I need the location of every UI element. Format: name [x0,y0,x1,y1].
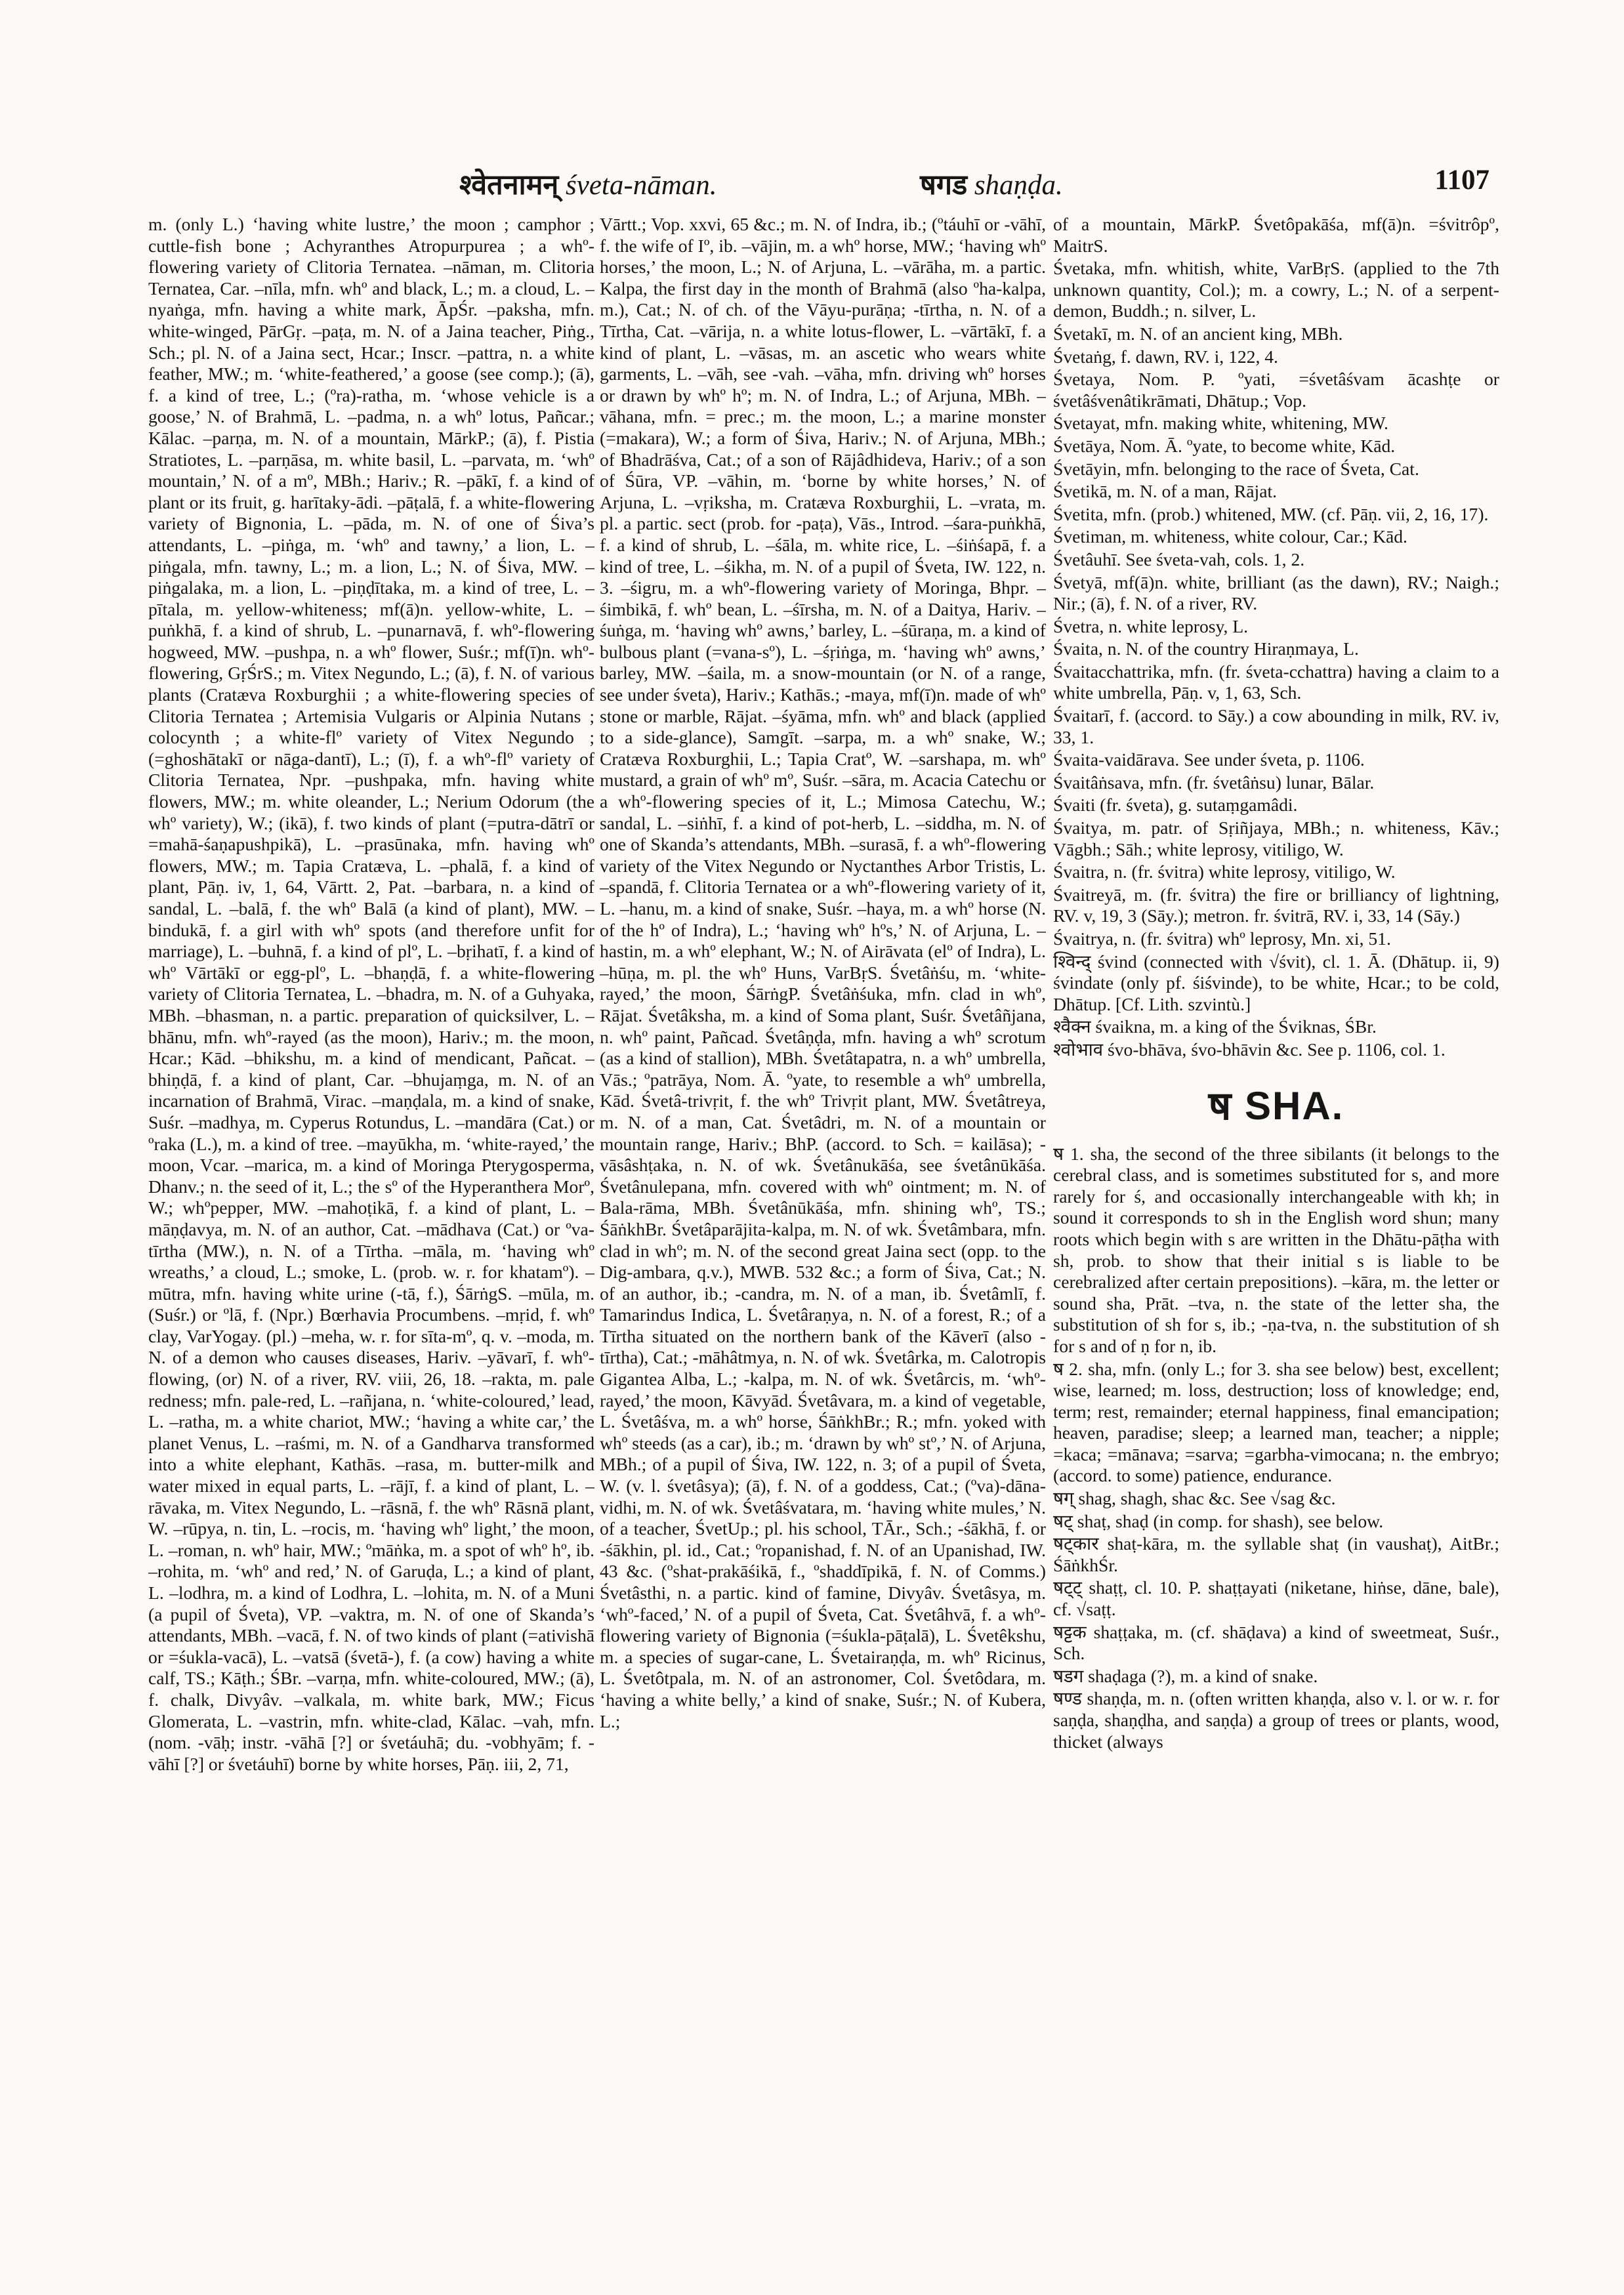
header-mid-devanagari: षगड [920,169,968,201]
section-heading-sha [1053,1083,1499,1129]
entry: षट्ट् shaṭṭ, cl. 10. P. shaṭṭayati (niketane, hiṅse, dāne, bale), cf. √saṭṭ. [1053,1577,1499,1620]
entry: Śvaitacchattrika, mfn. (fr. śveta-cchattra) having a claim to a white umbrella, Pāṇ. v, 1, 63, Sch. [1053,661,1499,703]
entry: षग् shag, shagh, shac &c. See √sag &c. [1053,1488,1336,1509]
page-number: 1107 [1434,165,1489,196]
entry: Śvetiman, m. whiteness, white colour, Car.; Kād. [1053,526,1407,547]
entry: श्वैक्न śvaikna, m. a king of the Śviknas, ŚBr. [1053,1016,1377,1037]
entry: Śvaitya, m. patr. of Sṛiñjaya, MBh.; n. whiteness, Kāv.; Vāgbh.; Sāh.; white leprosy, vitiligo, W. [1053,817,1499,859]
entry: Śvaitâṅsava, mfn. (fr. śvetâṅsu) lunar, Bālar. [1053,772,1375,793]
column-3 [1053,213,1499,2292]
page-header [0,164,1624,217]
entry: Śvaita-vaidārava. See under śveta, p. 1106. [1053,749,1365,770]
entry: Śvetayat, mfn. making white, whitening, MW. [1053,413,1388,434]
entry: षट् shaṭ, shaḍ (in comp. for shash), see below. [1053,1510,1384,1531]
section-devanagari: ष [1208,1083,1233,1129]
header-right-headword [920,164,1063,203]
entry: श्वोभाव śvo-bhāva, śvo-bhāvin &c. See p. 1106, col. 1. [1053,1039,1446,1060]
entry: Śvetakī, m. N. of an ancient king, MBh. [1053,323,1343,344]
entry: षडग shaḍaga (?), m. a kind of snake. [1053,1665,1318,1686]
entry: षट्टक shaṭṭaka, m. (cf. shāḍava) a kind of sweetmeat, Suśr., Sch. [1053,1621,1499,1664]
entry: Śvetita, mfn. (prob.) whitened, MW. (cf. Pāṇ. vii, 2, 16, 17). [1053,503,1489,524]
entry: Vārtt.; Vop. xxvi, 65 &c.; m. N. of Indra, ib.; (ºtáuhī or -vāhī, f. the wife of Iº, ib. –vājin, m. a whº horse, MW.; ‘having whº horses,’ the moon, L.; N. of Arjuna, L. –vārāha, m. a partic. Kalpa, the first day in the month of Brahmā (also ºha-kalpa, m.), Cat.; N. of ch. of the Vāyu-purāṇa; -tīrtha, n. N. of a Tīrtha, Cat. –vārija, n. a white lotus-flower, L. –vārtākī, f. a kind of plant, L. –vāsas, m. an ascetic who wears white garments, L. –vāh, see -vah. –vāha, mfn. driving whº horses or drawn by whº hº; m. N. of Indra, L.; of Arjuna, MBh. –vāhana, mfn. = prec.; m. the moon, L.; a marine monster (=makara), W.; a form of Śiva, Hariv.; N. of Arjuna, MBh.; of Bhadrāśva, Cat.; of a son of Rājâdhideva, Hariv.; of a son of Śūra, VP. –vāhin, m. ‘borne by white horses,’ N. of Arjuna, L. –vṛiksha, m. Cratæva Roxburghii, L. –vrata, m. pl. a partic. sect (prob. for -paṭa), Vās., Introd. –śara-puṅkhā, f. a kind of shrub, L. –śāla, m. white rice, L. –śiṅśapā, f. a kind of tree, L. –śikha, m. N. of a pupil of Śveta, IW. 122, n. 3. –śigru, m. a whº-flowering variety of Moringa, Bhpr. –śimbikā, f. whº bean, L. –śīrsha, m. N. of a Daitya, Hariv. –śuṅga, m. ‘having whº awns,’ barley, L. –śūraṇa, m. a kind of bulbous plant (=vana-sº), L. –śṛiṅga, m. ‘having whº awns,’ barley, MW. –śaila, m. a snow-mountain (or N. of a range, see under śveta), Hariv.; Kathās.; -maya, mf(ī)n. made of whº stone or marble, Rājat. –śyāma, mfn. whº and black (applied to a side-glance), Samgīt. –sarpa, m. a whº snake, W.; Cratæva Roxburghii, L.; Tapia Cratº, W. –sarshapa, m. whº mustard, a grain of whº mº, Suśr. –sāra, m. Acacia Catechu or a whº-flowering species of it, L.; Mimosa Catechu, W.; sandal, L. –siṅhī, f. a kind of pot-herb, L. –siddha, m. N. of one of Skanda’s attendants, MBh. –surasā, f. a whº-flowering variety of the Vitex Negundo or Nyctanthes Arbor Tristis, L. –spandā, f. Clitoria Ternatea or a whº-flowering variety of it, L. –hanu, m. a kind of snake, Suśr. –haya, m. a whº horse (N. of the hº of Indra), L.; ‘having whº hºs,’ N. of Arjuna, L. –hastin, m. a whº elephant, W.; N. of Airāvata (elº of Indra), L. –hūṇa, m. pl. the whº Huns, VarBṛS. Śvetâṅśu, m. ‘white-rayed,’ the moon, ŚārṅgP. Śvetâṅśuka, mfn. clad in whº, Rājat. Śvetâksha, m. a kind of Soma plant, Suśr. Śvetâñjana, n. whº paint, Pañcad. Śvetâṇḍa, mfn. having a whº scrotum (as a kind of stallion), MBh. Śvetâtapatra, n. a whº umbrella, Vās.; ºpatrāya, Nom. Ā. ºyate, to resemble a whº umbrella, Kād. Śvetâ-trivṛit, f. the whº Trivṛit plant, MW. Śvetâtreya, m. N. of a man, Cat. Śvetâdri, m. N. of a mountain or mountain range, Hariv.; BhP. (accord. to Sch. = kailāsa); -vāsâshṭaka, n. N. of wk. Śvetânukāśa, see śvetânūkāśa. Śvetânulepana, mfn. covered with whº ointment; m. N. of Bala-rāma, MBh. Śvetânūkāśa, mfn. shining whº, TS.; ŚāṅkhBr. Śvetâparājita-kalpa, m. N. of wk. Śvetâmbara, mfn. clad in whº; m. N. of the second great Jaina sect (opp. to the Dig-ambara, q.v.), MWB. 532 &c.; a form of Śiva, Cat.; N. of an author, ib.; -candra, m. N. of a man, ib. Śvetâmlī, f. Tamarindus Indica, L. Śvetâraṇya, n. N. of a forest, R.; of a Tīrtha situated on the northern bank of the Kāverī (also -tīrtha), Cat.; -māhâtmya, n. N. of wk. Śvetârka, m. Calotropis Gigantea Alba, L.; -kalpa, m. N. of wk. Śvetârcis, m. ‘whº-rayed,’ the moon, Kāvyād. Śvetâvara, m. a kind of vegetable, L. Śvetâśva, m. a whº horse, ŚāṅkhBr.; R.; mfn. yoked with whº steeds (as a car), ib.; m. ‘drawn by whº stº,’ N. of Arjuna, MBh.; of a pupil of Śiva, IW. 122, n. 3; of a pupil of Śveta, W. (v. l. śvetâsya); (ā), f. N. of a goddess, Cat.; (ºva)-dāna-vidhi, m. N. of wk. Śvetâśvatara, m. ‘having white mules,’ N. of a teacher, ŚvetUp.; pl. his school, TĀr., Sch.; -śākhā, f. or -śākhin, pl. id., Cat.; ºropanishad, f. N. of an Upanishad, IW. 43 &c. (ºshat-prakāśikā, f., ºshaddīpikā, f. N. of Comms.) Śvetâsthi, n. a partic. kind of famine, Divyâv. Śvetâsya, m. ‘whº-faced,’ N. of a pupil of Śveta, Cat. Śvetâhvā, f. a whº-flowering variety of Bignonia (=śukla-pāṭalā), L. Śvetêkshu, m. a species of sugar-cane, L. Śvetairaṇḍa, m. whº Ricinus, L. Śvetôtpala, m. N. of an astronomer, Col. Śvetôdara, m. ‘having a white belly,’ a kind of snake, Suśr.; N. of Kubera, L.; [600,214,1046,1731]
entry: Śvetyā, mf(ā)n. white, brilliant (as the dawn), RV.; Naigh.; Nir.; (ā), f. N. of a river, RV. [1053,571,1499,614]
entry: Śvetaṅg, f. dawn, RV. i, 122, 4. [1053,346,1278,367]
column-1 [148,213,594,2292]
header-left-devanagari: श्वेतनामन् [459,169,559,201]
entry: Śvetāyin, mfn. belonging to the race of Śveta, Cat. [1053,458,1419,479]
entry: Śvaita, n. N. of the country Hiraṇmaya, L. [1053,638,1359,659]
column-2 [600,213,1046,2292]
entry: Śvetaya, Nom. P. ºyati, =śvetâśvam ācashṭe or śvetâśvenâtikrāmati, Dhātup.; Vop. [1053,369,1499,411]
entry: Śvetaka, mfn. whitish, white, VarBṛS. (applied to the 7th unknown quantity, Col.); m. a cowry, L.; N. of a serpent-demon, Buddh.; n. silver, L. [1053,258,1499,321]
entry: Śvaitarī, f. (accord. to Sāy.) a cow abounding in milk, RV. iv, 33, 1. [1053,705,1499,747]
entry: of a mountain, MārkP. Śvetôpakāśa, mf(ā)n. =śvitrôpº, MaitrS. [1053,214,1499,256]
section-romanized: SHA. [1245,1083,1344,1128]
entry: ष 1. sha, the second of the three sibilants (it belongs to the cerebral class, and is sometimes substituted for s, and more rarely for ś, and occasionally interchangeable with kh; in sound it corresponds to sh in the English word shun; many roots which begin with s are written in the Dhātu-pāṭha with sh, prob. to show that their initial s is liable to be cerebralized after certain prepositions). –kāra, m. the letter or sound sha, Prāt. –tva, n. the state of the letter sha, the substitution of sh for s, ib.; -ṇa-tva, n. the substitution of sh for s and of ṇ for n, ib. [1053,1143,1499,1356]
entry: Śvetâuhī. See śveta-vah, cols. 1, 2. [1053,548,1305,569]
entry: Śvetikā, m. N. of a man, Rājat. [1053,481,1278,502]
entry: m. (only L.) ‘having white lustre,’ the moon ; camphor ; cuttle-fish bone ; Achyranthes Atropurpurea ; a whº-flowering variety of Clitoria Ternatea. –nāman, m. Clitoria Ternatea, Car. –nīla, mfn. whº and black, L.; m. a cloud, L. –nyaṅga, mfn. having a white mark, ĀpŚr. –paksha, mfn. white-winged, PārGṛ. –paṭa, m. N. of a Jaina teacher, Piṅg., Sch.; pl. N. of a Jaina sect, Hcar.; Inscr. –pattra, n. a white feather, MW.; m. ‘white-feathered,’ a goose (see comp.); (ā), f. a kind of tree, L.; (ºra)-ratha, m. ‘whose vehicle is a goose,’ N. of Brahmā, L. –padma, n. a whº lotus, Pañcar.; Kālac. –parṇa, m. N. of a mountain, MārkP.; (ā), f. Pistia Stratiotes, L. –parṇāsa, m. white basil, L. –parvata, m. ‘whº mountain,’ N. of a mº, MBh.; Hariv.; R. –pākī, f. a kind of plant or its fruit, g. harītaky-ādi. –pāṭalā, f. a white-flowering variety of Bignonia, L. –pāda, m. N. of one of Śiva’s attendants, L. –piṅga, m. ‘whº and tawny,’ a lion, L. –piṅgala, mfn. tawny, L.; m. a lion, L.; N. of Śiva, MW. –piṅgalaka, m. a lion, L. –piṇḍītaka, m. a kind of tree, L. –pītala, m. yellow-whiteness; mf(ā)n. yellow-white, L. –puṅkhā, f. a kind of shrub, L. –punarnavā, f. whº-flowering hogweed, MW. –pushpa, n. a whº flower, Suśr.; mf(ī)n. whº-flowering, GṛŚrS.; m. Vitex Negundo, L.; (ā), f. N. of various plants (Cratæva Roxburghii ; a white-flowering species of Clitoria Ternatea ; Artemisia Vulgaris or Alpinia Nutans ; colocynth ; a white-flº variety of Vitex Negundo ; (=ghoshātakī or nāga-dantī), L.; (ī), f. a whº-flº variety of Clitoria Ternatea, Npr. –pushpaka, mfn. having white flowers, MW.; m. white oleander, L.; Nerium Odorum (the whº variety), W.; (ikā), f. two kinds of plant (=putra-dātrī or =mahā-śaṇapushpikā), L. –prasūnaka, mfn. having whº flowers, MW.; m. Tapia Cratæva, L. –phalā, f. a kind of plant, Pāṇ. iv, 1, 64, Vārtt. 2, Pat. –barbara, n. a kind of sandal, L. –balā, f. the whº Balā (a kind of plant), MW. –bindukā, f. a girl with whº spots (and therefore unfit for marriage), L. –buhnā, f. a kind of plº, L. –bṛihatī, f. a kind of whº Vārtākī or egg-plº, L. –bhaṇḍā, f. a white-flowering variety of Clitoria Ternatea, L. –bhadra, m. N. of a Guhyaka, MBh. –bhasman, n. a partic. preparation of quicksilver, L. –bhānu, mfn. whº-rayed (as the moon), Hariv.; m. the moon, Hcar.; Kād. –bhikshu, m. a kind of mendicant, Pañcat. –bhiṇḍā, f. a kind of plant, Car. –bhujaṃga, m. N. of an incarnation of Brahmā, Virac. –maṇḍala, m. a kind of snake, Suśr. –madhya, m. Cyperus Rotundus, L. –mandāra (Cat.) or ºraka (L.), m. a kind of tree. –mayūkha, m. ‘white-rayed,’ the moon, Vcar. –marica, m. a kind of Moringa Pterygosperma, Dhanv.; n. the seed of it, L.; the sº of the Hyperanthera Morº, W.; whºpepper, MW. –mahoṭikā, f. a kind of plant, L. –māṇḍavya, m. N. of an author, Cat. –mādhava (Cat.) or ºva-tīrtha (MW.), n. N. of a Tīrtha. –māla, m. ‘having whº wreaths,’ a cloud, L.; smoke, L. (prob. w. r. for khatamº). –mūtra, mfn. having white urine (-tā, f.), ŚārṅgS. –mūla, m. (Suśr.) or ºlā, f. (Npr.) Bœrhavia Procumbens. –mṛid, f. whº clay, VarYogay. (pl.) –meha, w. r. for sīta-mº, q. v. –moda, m. N. of a demon who causes diseases, Hariv. –yāvarī, f. whº-flowing, (or) N. of a river, RV. viii, 26, 18. –rakta, m. pale redness; mfn. pale-red, L. –rañjana, n. ‘white-coloured,’ lead, L. –ratha, m. a white chariot, MW.; ‘having a white car,’ the planet Venus, L. –raśmi, m. N. of a Gandharva transformed into a white elephant, Kathās. –rasa, m. butter-milk and water mixed in equal parts, L. –rājī, f. a kind of plant, L. –rāvaka, m. Vitex Negundo, L. –rāsnā, f. the whº Rāsnā plant, W. –rūpya, n. tin, L. –rocis, m. ‘having whº light,’ the moon, L. –roman, n. whº hair, MW.; ºmāṅka, m. a spot of whº hº, ib. –rohita, m. ‘whº and red,’ N. of Garuḍa, L.; a kind of plant, L. –lodhra, m. a kind of Lodhra, L. –lohita, m. N. of a Muni (a pupil of Śveta), VP. –vaktra, m. N. of one of Skanda’s attendants, MBh. –vacā, f. N. of two kinds of plant (=ativishā or =śukla-vacā), L. –vatsā (śvetā-), f. (a cow) having a white calf, TS.; Kāṭh.; ŚBr. –varṇa, mfn. white-coloured, MW.; (ā), f. chalk, Divyâv. –valkala, m. white bark, MW.; Ficus Glomerata, L. –vastrin, mfn. white-clad, Kālac. –vah, mfn. (nom. -vāḥ; instr. -vāhā [?] or śvetáuhā; du. -vobhyām; f. -vāhī [?] or śvetáuhī) borne by white horses, Pāṇ. iii, 2, 71, [148,214,594,1774]
entry: षट्कार shaṭ-kāra, m. the syllable shaṭ (in vaushaṭ), AitBr.; ŚāṅkhŚr. [1053,1533,1499,1575]
entry: Śvaitra, n. (fr. śvitra) white leprosy, vitiligo, W. [1053,861,1396,882]
entry: Śvaitrya, n. (fr. śvitra) whº leprosy, Mn. xi, 51. [1053,928,1391,949]
entry: षण्ड shaṇḍa, m. n. (often written khaṇḍa, also v. l. or w. r. for saṇḍa, shaṇḍha, and saṇḍa) a group of trees or plants, wood, thicket (always [1053,1688,1499,1752]
entry: Śvetra, n. white leprosy, L. [1053,615,1249,636]
entry: श्विन्द् śvind (connected with √śvit), cl. 1. Ā. (Dhātup. ii, 9) śvindate (only pf. śiśvinde), to be white, Hcar.; to be cold, Dhātup. [Cf. Lith. szvintù.] [1053,951,1499,1014]
header-left-romanized: śveta-nāman. [566,170,717,201]
entry: ष 2. sha, mfn. (only L.; for 3. sha see below) best, excellent; wise, learned; m. loss, destruction; loss of knowledge; end, term; rest, remainder; eternal happiness, final emancipation; heaven, paradise; sleep; a learned man, teacher; a nipple; =kaca; =mānava; =sarva; =garbha-vimocana; n. the embryo; (accord. to some) patience, endurance. [1053,1358,1499,1486]
entry: Śvaitreyā, m. (fr. śvitra) the fire or brilliancy of lightning, RV. v, 19, 3 (Sāy.); metron. fr. śvitrā, RV. i, 33, 14 (Sāy.) [1053,884,1499,926]
header-left-headword [459,164,717,203]
entry: Śvaiti (fr. śveta), g. sutaṃgamâdi. [1053,795,1298,816]
header-mid-romanized: shaṇḍa. [974,170,1063,201]
entry: Śvetāya, Nom. Ā. ºyate, to become white, Kād. [1053,435,1396,456]
